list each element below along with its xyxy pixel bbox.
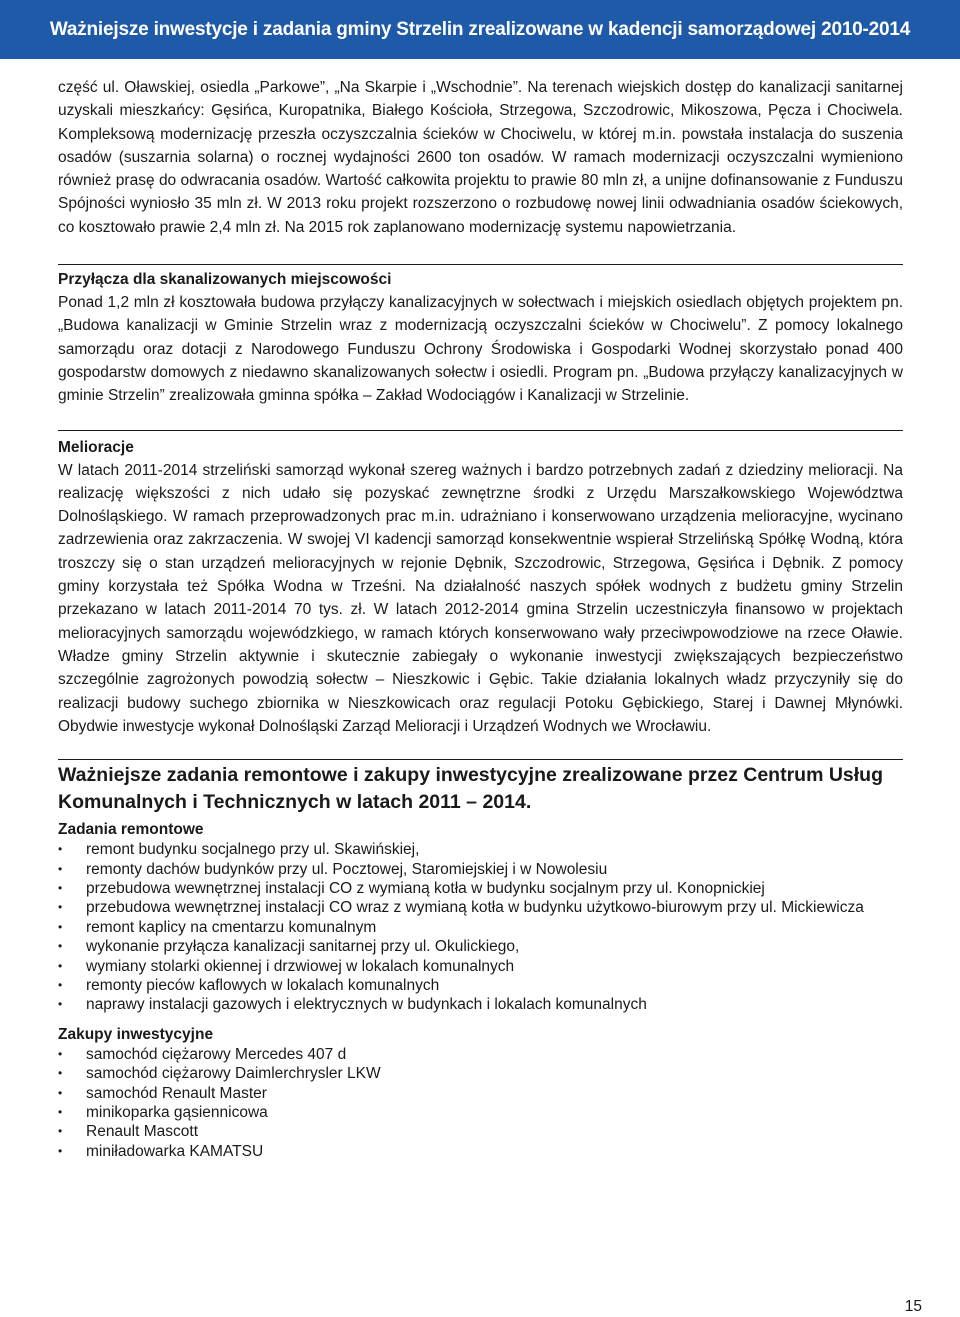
list-item [58,879,903,898]
list-item-text: przebudowa wewnętrznej instalacji CO z wymianą kotła w budynku socjalnym przy ul. Konopnickiej [86,879,765,897]
list-item [58,957,903,976]
list-item-text: remonty dachów budynków przy ul. Pocztowej, Staromiejskiej i w Nowolesiu [86,860,608,878]
list-item-text: minikoparka gąsiennicowa [86,1104,268,1121]
section-divider [58,430,903,431]
melioration-title: Melioracje [58,438,134,456]
list-item [58,1045,903,1064]
list-item [58,898,903,917]
list-item-text: samochód ciężarowy Daimlerchrysler LKW [86,1065,381,1083]
section-divider [58,264,903,265]
list-item-text: Renault Mascott [86,1123,198,1141]
list-item [58,1142,903,1161]
list-item [58,1084,903,1103]
list-item [58,976,903,995]
cukit-heading: Ważniejsze zadania remontowe i zakupy inwestycyjne zrealizowane przez Centrum Usług Komunalnych i Technicznych w latach 2011 – 2014. [58,764,883,814]
bullet-icon: • [58,1066,63,1081]
page-header [0,0,960,59]
bullet-icon: • [58,939,63,954]
connections-title: Przyłącza dla skanalizowanych miejscowości [58,271,392,289]
bullet-icon: • [58,977,63,992]
list-item-text: wymiany stolarki okiennej i drzwiowej w lokalach komunalnych [86,957,515,975]
bullet-icon: • [58,997,63,1012]
bullet-icon: • [58,842,63,857]
bullet-icon: • [58,1143,63,1158]
page-number: 15 [904,1298,922,1315]
repairs-list [58,840,903,1015]
bullet-icon: • [58,861,63,876]
list-item-text: naprawy instalacji gazowych i elektrycznych w budynkach i lokalach komunalnych [86,996,647,1014]
list-item [58,860,903,879]
list-item-text: samochód Renault Master [86,1084,267,1102]
bullet-icon: • [58,900,63,915]
list-item [58,918,903,937]
list-item [58,1064,903,1083]
list-item [58,1103,903,1122]
list-item [58,1122,903,1141]
intro-paragraph: część ul. Oławskiej, osiedla „Parkowe”, „Na Skarpie i „Wschodnie”. Na terenach wiejskich dostęp do kanalizacji sanitarnej uzyskali mieszkańcy: Gęsińca, Kuropatnika, Białego Kościoła, Strzegowa, Szczodrowic, Mikoszowa, Pęcza i Chociwela. Kompleksową modernizację przeszła oczyszczalnia ścieków w Chociwelu, w której m.in. powstała instalacja do suszenia osadów (suszarnia solarna) o rocznej wydajności 2600 ton osadów. W ramach modernizacji oczyszczalni wymieniono również prasę do odwracania osadów. Wartość całkowita projektu to prawie 80 mln zł, a unijne dofinansowanie z Funduszu Spójności wyniosło 35 mln zł. W 2013 roku projekt rozszerzono o rozbudowę nowej linii odwadniania osadów ściekowych, co kosztowało prawie 2,4 mln zł. Na 2015 rok zaplanowano modernizację systemu napowietrzania. [58,79,903,236]
bullet-icon: • [58,1105,63,1119]
bullet-icon: • [58,1046,63,1061]
list-item [58,937,903,956]
list-item-text: samochód ciężarowy Mercedes 407 d [86,1045,347,1063]
list-item-text: remont kaplicy na cmentarzu komunalnym [86,918,377,936]
purchases-list [58,1045,903,1161]
connections-body: Ponad 1,2 mln zł kosztowała budowa przyłączy kanalizacyjnych w sołectwach i miejskich osiedlach objętych projektem pn. „Budowa kanalizacji w Gminie Strzelin wraz z modernizacją oczyszczalni ścieków w Chociwelu”. Z pomocy lokalnego samorządu oraz dotacji z Narodowego Funduszu Ochrony Środowiska i Gospodarki Wodnej skorzystało ponad 400 gospodarstw domowych z niedawno skanalizowanych sołectw i osiedli. Program pn. „Budowa przyłączy kanalizacyjnych w gminie Strzelin” zrealizowała gminna spółka – Zakład Wodociągów i Kanalizacji w Strzelinie. [58,294,903,405]
bullet-icon: • [58,1085,63,1100]
list-item [58,840,903,859]
list-item-text: remont budynku socjalnego przy ul. Skawińskiej, [86,841,420,859]
bullet-icon: • [58,958,63,973]
purchases-title: Zakupy inwestycyjne [58,1025,214,1043]
repairs-title: Zadania remontowe [58,821,204,839]
bullet-icon: • [58,880,63,895]
bullet-icon: • [58,1124,63,1139]
list-item-text: wykonanie przyłącza kanalizacji sanitarnej przy ul. Okulickiego, [86,938,520,956]
bullet-icon: • [58,919,63,934]
melioration-body: W latach 2011-2014 strzeliński samorząd wykonał szereg ważnych i bardzo potrzebnych zadań z dziedziny melioracji. Na realizację większości z nich udało się pozyskać zewnętrzne środki z Urzędu Marszałkowskiego Województwa Dolnośląskiego. W ramach przeprowadzonych prac m.in. udrażniano i konserwowano urządzenia melioracyjne, wycinano zadrzewienia oraz zakrzaczenia. W swojej VI kadencji samorząd konsekwentnie wspierał Strzelińską Spółkę Wodną, która troszczy się o stan urządzeń melioracyjnych w rejonie Dębnik, Szczodrowic, Strzegowa, Gęsińca i Dębnik. Z pomocy gminy korzystała też Spółka Wodna w Trześni. Na działalność naszych spółek wodnych z budżetu gminy Strzelin przekazano w latach 2011-2014 70 tys. zł. W latach 2012-2014 gmina Strzelin uczestniczyła finansowo w projektach melioracyjnych samorządu wojewódzkiego, w ramach których konserwowano wały przeciwpowodziowe na rzece Oławie. Władze gminy Strzelin aktywnie i skutecznie zabiegały o wykonanie inwestycji zwiększających bezpieczeństwo szczególnie zagrożonych powodzią sołectw – Nieszkowic i Gębic. Takie działania lokalnych władz przyczyniły się do realizacji budowy suchego zbiornika w Nieszkowicach oraz regulacji Potoku Gębickiego, Starej i Dawnej Młynówki. Obydwie inwestycje wykonał Dolnośląski Zarząd Melioracji i Urządzeń Wodnych we Wrocławiu. [58,461,903,735]
header-title: Ważniejsze inwestycje i zadania gminy Strzelin zrealizowane w kadencji samorządowej 2010-2014 [49,18,911,40]
list-item-text: miniładowarka KAMATSU [86,1142,264,1160]
page-content [58,76,903,1161]
list-item-text: remonty pieców kaflowych w lokalach komunalnych [86,976,440,994]
section-divider [58,759,903,760]
list-item-text: przebudowa wewnętrznej instalacji CO wraz z wymianą kotła w budynku użytkowo-biurowym przy ul. Mickiewicza [86,899,864,917]
list-item [58,995,903,1014]
